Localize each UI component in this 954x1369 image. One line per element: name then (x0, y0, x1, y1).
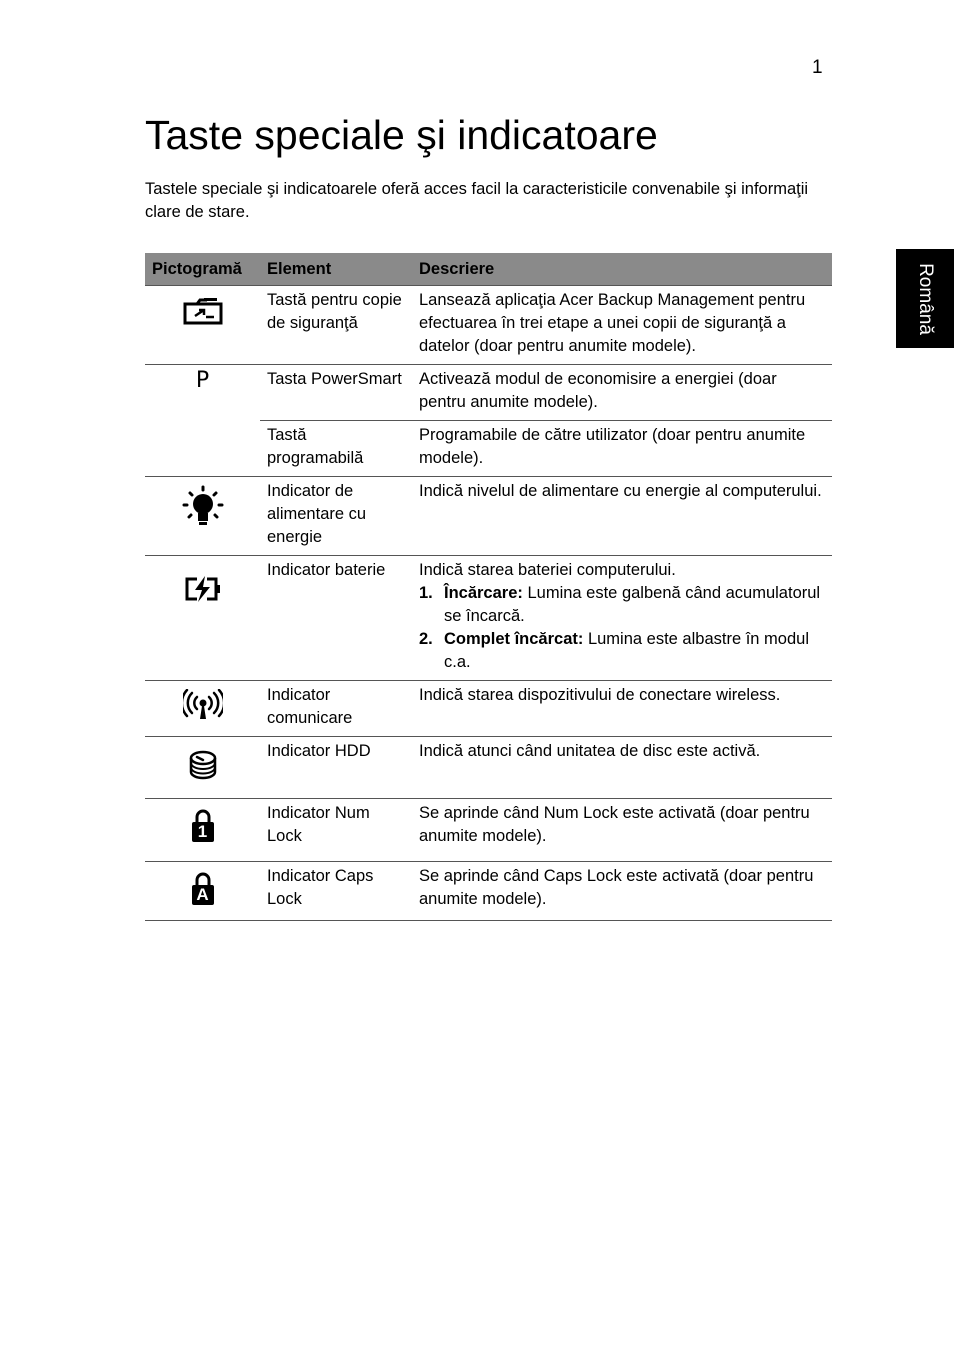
description-cell: Indică starea dispozitivului de conectare wireless. (412, 681, 832, 737)
battery-description: Indică starea bateriei computerului. (419, 561, 676, 579)
element-cell: Indicator Num Lock (260, 799, 412, 862)
header-description: Descriere (412, 253, 832, 286)
element-cell: Indicator HDD (260, 737, 412, 799)
icon-cell (145, 286, 260, 365)
caps-lock-icon (190, 872, 216, 906)
list-term: Încărcare: (444, 584, 523, 602)
icon-cell (145, 737, 260, 799)
element-cell: Indicator de alimentare cu energie (260, 477, 412, 556)
table-row (145, 799, 832, 862)
icon-cell (145, 365, 260, 477)
backup-icon (182, 294, 224, 326)
hdd-icon (187, 749, 219, 781)
element-cell: Tasta PowerSmart (260, 365, 412, 421)
table-row (145, 737, 832, 799)
keys-indicators-table (145, 253, 832, 921)
table-row (145, 862, 832, 921)
element-cell: Tastă pentru copie de siguranţă (260, 286, 412, 365)
element-cell: Indicator baterie (260, 556, 412, 681)
icon-cell (145, 477, 260, 556)
list-term: Complet încărcat: (444, 630, 584, 648)
table-row (145, 477, 832, 556)
table-row (145, 556, 832, 681)
description-cell (412, 556, 832, 681)
list-number: 1. (419, 584, 433, 602)
num-lock-icon (190, 809, 216, 843)
icon-cell (145, 862, 260, 921)
intro-paragraph: Tastele speciale şi indicatoarele oferă acces facil la caracteristicile convenabile şi informaţii clare de stare. (145, 180, 809, 221)
table-row (145, 286, 832, 365)
list-item (419, 582, 825, 628)
description-cell: Lansează aplicaţia Acer Backup Management pentru efectuarea în trei etape a unei copii de siguranţă a datelor (doar pentru anumite modele). (412, 286, 832, 365)
page-number: 1 (812, 57, 823, 78)
header-icon: Pictogramă (145, 253, 260, 286)
list-number: 2. (419, 630, 433, 648)
description-cell: Programabile de către utilizator (doar pentru anumite modele). (412, 421, 832, 477)
num-lock-glyph: 1 (197, 822, 208, 841)
icon-cell (145, 681, 260, 737)
icon-cell (145, 799, 260, 862)
header-element: Element (260, 253, 412, 286)
table-row (145, 365, 832, 421)
caps-lock-glyph: A (196, 885, 209, 904)
element-cell: Indicator comunicare (260, 681, 412, 737)
list-text: Lumina este albastre în modul c.a. (444, 630, 810, 671)
description-cell: Se aprinde când Caps Lock este activată (doar pentru anumite modele). (412, 862, 832, 921)
table-header-row (145, 253, 832, 286)
powersmart-icon: P (195, 368, 210, 393)
battery-states-list (419, 582, 825, 674)
list-text: Lumina este galbenă când acumulatorul se încarcă. (444, 584, 821, 625)
icon-cell (145, 556, 260, 681)
language-side-tab-label: Română (915, 262, 936, 335)
language-side-tab (896, 249, 954, 348)
battery-icon (183, 574, 223, 604)
element-cell: Tastă programabilă (260, 421, 412, 477)
list-item (419, 628, 825, 674)
element-cell: Indicator Caps Lock (260, 862, 412, 921)
description-cell: Indică nivelul de alimentare cu energie al computerului. (412, 477, 832, 556)
description-cell: Indică atunci când unitatea de disc este activă. (412, 737, 832, 799)
power-indicator-icon (181, 485, 225, 531)
wireless-icon (183, 689, 223, 721)
description-cell: Se aprinde când Num Lock este activată (doar pentru anumite modele). (412, 799, 832, 862)
page-title: Taste speciale şi indicatoare (145, 112, 658, 158)
description-cell: Activează modul de economisire a energiei (doar pentru anumite modele). (412, 365, 832, 421)
table-row (145, 681, 832, 737)
